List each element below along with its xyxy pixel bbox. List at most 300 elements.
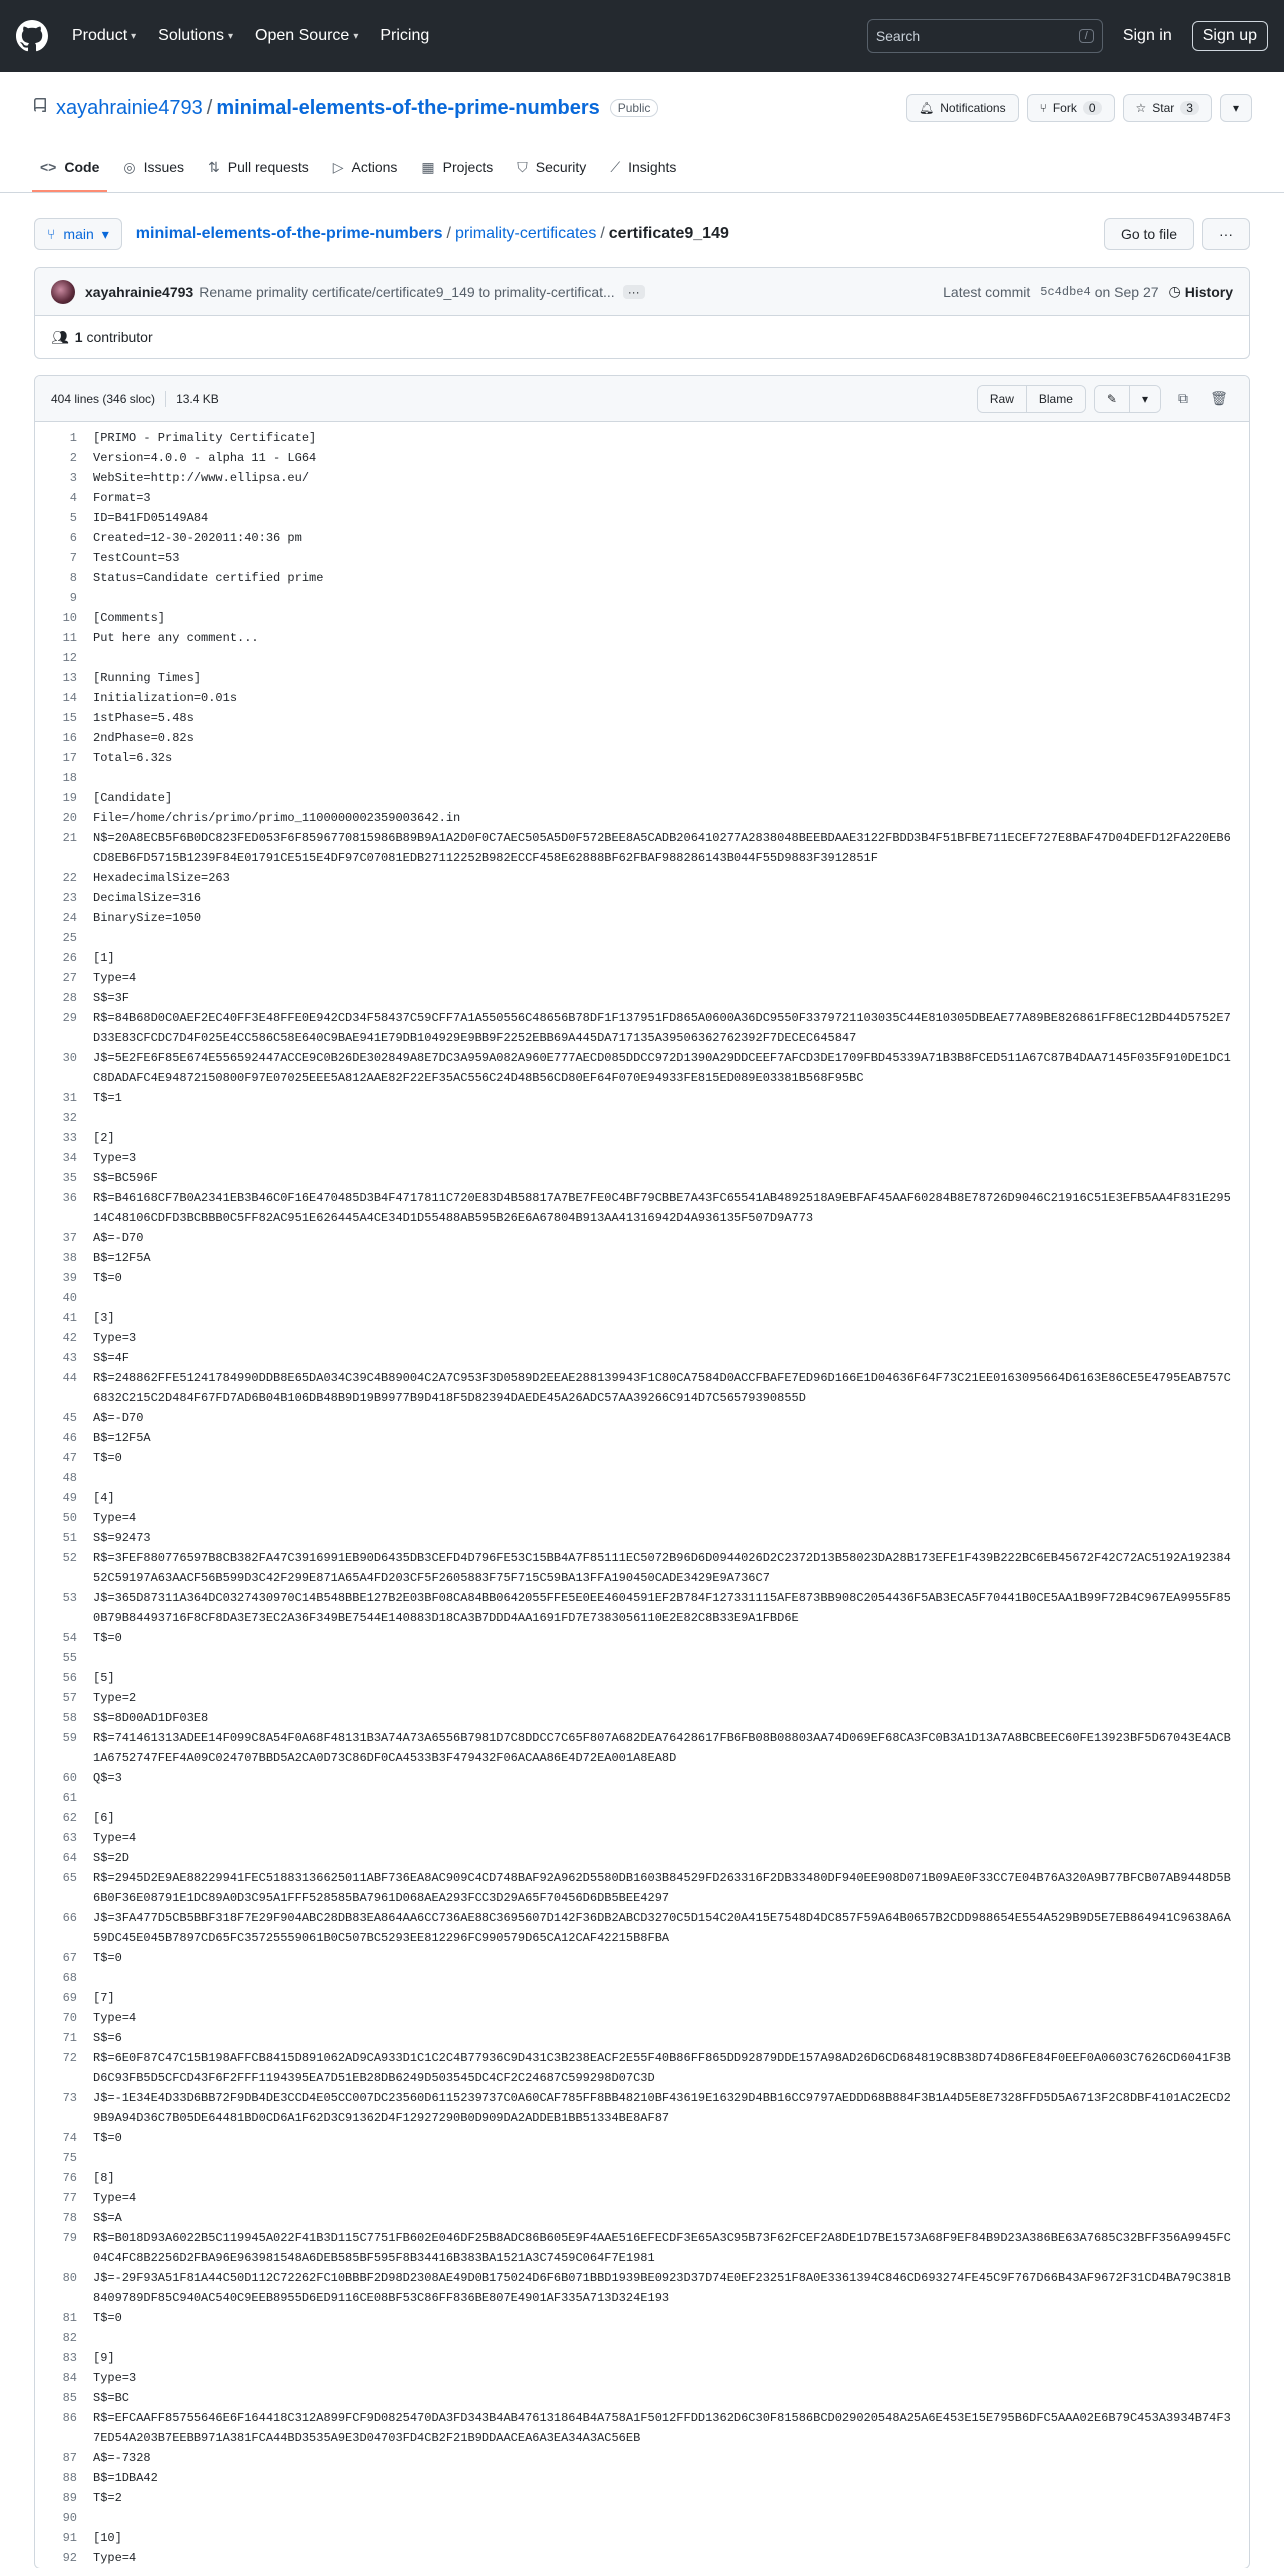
code-line: [35, 608, 1249, 628]
chevron-down-icon: ▾: [228, 30, 234, 42]
line-number[interactable]: 31: [62, 1091, 77, 1105]
actions-icon: ▷: [332, 158, 344, 175]
code-line: [35, 1328, 1249, 1348]
line-content: R$=3FEF880776597B8CB382FA47C3916991EB90D6435DB3CEFD4D796FE53C15BB4A7F85111EC5072B96D6D0944026D2C2372D13B58023DA28B173EFE1F439B222BC6EB45672F42C72AC5192A19238452C59197A63AACF56B599D3C42F299E871A65A4FD203CF5F2605883F75F715C59BA13FFA190450CADE3429E9A736C7: [93, 1551, 1231, 1585]
line-content: [93, 2508, 1249, 2528]
code-line: [35, 508, 1249, 528]
line-number[interactable]: 19: [62, 791, 77, 805]
line-content: T$=0: [93, 1451, 122, 1465]
code-line: [35, 1548, 1249, 1588]
pencil-icon[interactable]: ✎: [1095, 386, 1129, 412]
line-number[interactable]: 49: [62, 1491, 77, 1505]
line-content: Total=6.32s: [93, 751, 173, 765]
line-number[interactable]: 85: [62, 2391, 77, 2405]
line-number[interactable]: 71: [62, 2031, 77, 2045]
code-line: [35, 808, 1249, 828]
code-line: [35, 708, 1249, 728]
star-button[interactable]: ☆ Star 3: [1123, 94, 1212, 122]
code-line: [35, 748, 1249, 768]
line-number[interactable]: 78: [62, 2211, 77, 2225]
tab-actions[interactable]: ▷ Actions: [332, 158, 398, 175]
line-number[interactable]: 33: [62, 1131, 77, 1145]
line-number[interactable]: 17: [62, 751, 77, 765]
code-line: [35, 428, 1249, 448]
github-logo-icon[interactable]: [16, 20, 48, 52]
tab-code[interactable]: <> Code: [32, 144, 107, 192]
line-number[interactable]: 81: [62, 2311, 77, 2325]
line-number[interactable]: 18: [62, 771, 77, 785]
code-line: [35, 2308, 1249, 2328]
history-button[interactable]: ◷ History: [1168, 283, 1233, 300]
line-content: [93, 1108, 1249, 1128]
commit-expand-button[interactable]: ···: [623, 285, 645, 299]
code-line: [35, 568, 1249, 588]
code-line: [35, 768, 1249, 788]
line-number[interactable]: 59: [62, 1731, 77, 1745]
code-line: [35, 2128, 1249, 2148]
line-number[interactable]: 48: [62, 1471, 77, 1485]
line-content: HexadecimalSize=263: [93, 871, 230, 885]
code-line: [35, 1508, 1249, 1528]
code-line: [35, 2148, 1249, 2168]
line-number[interactable]: 82: [62, 2331, 77, 2345]
code-line: [35, 1668, 1249, 1688]
code-line: [35, 2228, 1249, 2268]
tab-insights[interactable]: ⟋ Insights: [610, 158, 677, 175]
main-nav: [72, 27, 429, 45]
line-content: T$=0: [93, 1271, 122, 1285]
line-content: Type=3: [93, 1331, 137, 1345]
line-content: [93, 928, 1249, 948]
code-line: [35, 1348, 1249, 1368]
line-number[interactable]: 69: [62, 1991, 77, 2005]
line-number[interactable]: 1: [69, 431, 77, 445]
line-content: [3]: [93, 1311, 115, 1325]
line-number[interactable]: 53: [62, 1591, 77, 1605]
code-line: [35, 2348, 1249, 2368]
line-content: BinarySize=1050: [93, 911, 202, 925]
line-content: ID=B41FD05149A84: [93, 511, 209, 525]
line-content: File=/home/chris/primo/primo_1100000002359003642.in: [93, 811, 461, 825]
code-line: [35, 2388, 1249, 2408]
line-content: [7]: [93, 1991, 115, 2005]
line-number[interactable]: 80: [62, 2271, 77, 2285]
line-number[interactable]: 50: [62, 1511, 77, 1525]
line-content: Put here any comment...: [93, 631, 259, 645]
code-line: [35, 2048, 1249, 2088]
line-content: 2ndPhase=0.82s: [93, 731, 194, 745]
line-number[interactable]: 83: [62, 2351, 77, 2365]
line-number[interactable]: 27: [62, 971, 77, 985]
star-count: 3: [1180, 101, 1199, 115]
line-number[interactable]: 5: [69, 511, 77, 525]
line-number[interactable]: 42: [62, 1331, 77, 1345]
line-content: Status=Candidate certified prime: [93, 571, 324, 585]
line-content: R$=B018D93A6022B5C119945A022F41B3D115C7751FB602E046DF25B8ADC86B605E9F4AAE516EFECDF3E65A3C95B73F62FCEF2A8DE1D7BE1573A68F9EF84B9D23A386BE63A7685C32BFF356A9945FC04C4FC8B2256D2FBA96E963981548A6DEB585BF595F8B34416B383BA1521A3C7459C064F7E1981: [93, 2231, 1231, 2265]
breadcrumb-file: certificate9_149: [608, 225, 729, 242]
line-number[interactable]: 39: [62, 1271, 77, 1285]
visibility-badge: Public: [610, 99, 659, 117]
repo-owner-link[interactable]: xayahrainie4793: [56, 96, 203, 119]
line-number[interactable]: 8: [69, 571, 77, 585]
line-number[interactable]: 56: [62, 1671, 77, 1685]
code-line: [35, 1408, 1249, 1428]
line-number[interactable]: 28: [62, 991, 77, 1005]
line-content: [93, 588, 1249, 608]
line-content: J$=3FA477D5CB5BBF318F7E29F904ABC28DB83EA864AA6CC736AE88C3695607D142F36DB2ABCD3270C5D154C20A415E7548D4DC857F59A64B0657B2CDD988654E554A529B9D5E7EB864941C9638A6A59DC45E045B7897CD65FC35725559061B0C507BC5293EE812296FC990579D65CA12CAF42215B8FBA: [93, 1911, 1231, 1945]
code-line: [35, 2508, 1249, 2528]
file-view: [0, 193, 1284, 2568]
line-content: [93, 768, 1249, 788]
line-number[interactable]: 84: [62, 2371, 77, 2385]
code-line: [35, 1168, 1249, 1188]
line-number[interactable]: 43: [62, 1351, 77, 1365]
breadcrumb-repo[interactable]: minimal-elements-of-the-prime-numbers: [135, 225, 443, 242]
line-number[interactable]: 40: [62, 1291, 77, 1305]
line-number[interactable]: 10: [62, 611, 77, 625]
trash-icon[interactable]: 🗑︎: [1210, 390, 1228, 406]
line-number[interactable]: 76: [62, 2171, 77, 2185]
line-content: Q$=3: [93, 1771, 122, 1785]
line-content: Type=4: [93, 2011, 137, 2025]
tab-security[interactable]: ⛉ Security: [517, 158, 587, 175]
line-content: [Candidate]: [93, 791, 173, 805]
code-line: [35, 688, 1249, 708]
line-number[interactable]: 63: [62, 1831, 77, 1845]
line-number[interactable]: 32: [62, 1111, 77, 1125]
nav-solutions[interactable]: Solutions ▾: [158, 27, 234, 44]
line-content: S$=BC596F: [93, 1171, 158, 1185]
code-line: [35, 1968, 1249, 1988]
line-number[interactable]: 13: [62, 671, 77, 685]
code-line: [35, 668, 1249, 688]
line-content: R$=248862FFE51241784990DDB8E65DA034C39C4B89004C2A7C953F3D0589D2EEAE288139943F1C80CA7584D0ACCFBAFE7ED96D166E1D04636F64F73C21EE0163095664D6163E86CE5E4795EAB757C6832C215C2D484F67FD7AD6B04B106DB48B9D19B9977B9D418F5D82394DAEDE45A26ADC57AA39266C914D7C56579390855D: [93, 1371, 1231, 1405]
code-line: [35, 488, 1249, 508]
line-number[interactable]: 9: [69, 591, 77, 605]
code-line: [35, 2528, 1249, 2548]
code-line: [35, 1868, 1249, 1908]
branch-selector[interactable]: ⑂ main ▾: [34, 218, 122, 250]
go-to-file-button[interactable]: Go to file: [1104, 218, 1194, 250]
nav-product[interactable]: Product ▾: [72, 27, 137, 44]
line-number[interactable]: 77: [62, 2191, 77, 2205]
line-number[interactable]: 11: [62, 631, 77, 645]
bell-icon: 🔔︎: [919, 101, 935, 115]
repo-tabs: [32, 144, 1252, 192]
line-number[interactable]: 90: [62, 2511, 77, 2525]
line-number[interactable]: 3: [69, 471, 77, 485]
repo-icon: [32, 98, 48, 119]
code-line: [35, 548, 1249, 568]
commit-sha[interactable]: 5c4dbe4: [1040, 284, 1091, 299]
line-content: S$=3F: [93, 991, 130, 1005]
line-content: B$=12F5A: [93, 1251, 151, 1265]
code-line: [35, 1188, 1249, 1228]
file-lines-info: 404 lines (346 sloc): [51, 391, 156, 406]
line-content: [93, 1648, 1249, 1668]
code-line: [35, 1688, 1249, 1708]
line-number[interactable]: 79: [62, 2231, 77, 2245]
chevron-down-icon: ▾: [353, 30, 359, 42]
line-number[interactable]: 7: [69, 551, 77, 565]
line-content: A$=-D70: [93, 1231, 144, 1245]
line-number[interactable]: 4: [69, 491, 77, 505]
code-line: [35, 1048, 1249, 1088]
line-number[interactable]: 38: [62, 1251, 77, 1265]
code-line: [35, 908, 1249, 928]
line-number[interactable]: 52: [62, 1551, 77, 1565]
line-content: A$=-D70: [93, 1411, 144, 1425]
branch-icon: ⑂: [47, 226, 56, 242]
code-line: [35, 1708, 1249, 1728]
commit-box: [34, 267, 1250, 359]
line-number[interactable]: 64: [62, 1851, 77, 1865]
star-dropdown-button[interactable]: [1220, 94, 1252, 122]
code-line: [35, 2328, 1249, 2348]
line-number[interactable]: 54: [62, 1631, 77, 1645]
line-number[interactable]: 22: [62, 871, 77, 885]
line-number[interactable]: 60: [62, 1771, 77, 1785]
line-content: J$=-29F93A51F81A44C50D112C72262FC10BBBF2D98D2308AE49D0B175024D6F6B071BBD1939BE0923D37D74E0EF23251F8A0E3361394C846CD693274FE45C9F767D66B43AF9672F31CD4BA79C381B8409789DF85C940AC540C9EEB8955D6ED9116CE08BF53C86FF836BE807E4901AF335A713D324E193: [93, 2271, 1231, 2305]
line-content: J$=-1E34E4D33D6BB72F9DB4DE3CCD4E05CC007DC23560D6115239737C0A60CAF785FF8BB48210BF43619E16329D4BB16CC9797AEDDD68B884F3B1A4D5E8E7328FFD5D5A6713F2C8DBF4101AC2ECD29B9A94D36C7B05DE64481BD0CD6A1F62D3C91362D4F12927290B0D909DA2ADDEB1BB51334BE8AF87: [93, 2091, 1231, 2125]
code-line: [35, 648, 1249, 668]
line-number[interactable]: 2: [69, 451, 77, 465]
line-number[interactable]: 67: [62, 1951, 77, 1965]
line-number[interactable]: 65: [62, 1871, 77, 1885]
code-line: [35, 528, 1249, 548]
line-number[interactable]: 25: [62, 931, 77, 945]
code-line: [35, 1008, 1249, 1048]
line-content: S$=2D: [93, 1851, 130, 1865]
commit-author[interactable]: xayahrainie4793: [85, 283, 194, 300]
line-number[interactable]: 62: [62, 1811, 77, 1825]
code-line: [35, 448, 1249, 468]
repo-header: [0, 72, 1284, 193]
code-line: [35, 868, 1249, 888]
search-shortcut-key: /: [1079, 29, 1094, 43]
code-line: [35, 1728, 1249, 1768]
chevron-down-icon: ▾: [131, 30, 137, 42]
breadcrumb-dir[interactable]: primality-certificates: [454, 225, 597, 242]
code-line: [35, 1908, 1249, 1948]
notifications-button[interactable]: 🔔︎ Notifications: [906, 94, 1019, 122]
line-number[interactable]: 61: [62, 1791, 77, 1805]
code-line: [35, 2368, 1249, 2388]
line-number[interactable]: 88: [62, 2471, 77, 2485]
line-content: [93, 1968, 1249, 1988]
line-number[interactable]: 75: [62, 2151, 77, 2165]
commit-message[interactable]: Rename primality certificate/certificate9_149 to primality-certificat...: [199, 283, 615, 300]
code-line: [35, 1808, 1249, 1828]
projects-icon: ▦: [421, 158, 435, 175]
code-line: [35, 2088, 1249, 2128]
line-number[interactable]: 14: [62, 691, 77, 705]
more-options-button[interactable]: ···: [1202, 218, 1250, 250]
file-content-box: [34, 375, 1250, 2568]
line-content: Type=2: [93, 1691, 137, 1705]
graph-icon: ⟋: [610, 158, 621, 175]
nav-open-source[interactable]: Open Source ▾: [255, 27, 359, 44]
line-content: Created=12-30-202011:40:36 pm: [93, 531, 302, 545]
copy-icon[interactable]: ⧉: [1178, 390, 1188, 406]
code-line: [35, 1588, 1249, 1628]
line-number[interactable]: 41: [62, 1311, 77, 1325]
line-content: [9]: [93, 2351, 115, 2365]
line-number[interactable]: 20: [62, 811, 77, 825]
line-number[interactable]: 92: [62, 2551, 77, 2565]
code-line: [35, 888, 1249, 908]
line-content: A$=-7328: [93, 2451, 151, 2465]
line-content: S$=BC: [93, 2391, 130, 2405]
line-number[interactable]: 91: [62, 2531, 77, 2545]
code-line: [35, 468, 1249, 488]
line-number[interactable]: 87: [62, 2451, 77, 2465]
line-number[interactable]: 24: [62, 911, 77, 925]
blame-button[interactable]: Blame: [1026, 386, 1085, 412]
code-line: [35, 2468, 1249, 2488]
code-line: [35, 1648, 1249, 1668]
line-number[interactable]: 44: [62, 1371, 77, 1385]
tab-pull-requests[interactable]: ⇅ Pull requests: [208, 158, 309, 175]
line-number[interactable]: 45: [62, 1411, 77, 1425]
line-content: Type=3: [93, 1151, 137, 1165]
repo-path-separator: /: [206, 96, 213, 119]
chevron-down-icon[interactable]: ▾: [1129, 386, 1160, 412]
line-content: [5]: [93, 1671, 115, 1685]
line-content: T$=0: [93, 1951, 122, 1965]
line-content: T$=1: [93, 1091, 122, 1105]
line-number[interactable]: 47: [62, 1451, 77, 1465]
line-number[interactable]: 34: [62, 1151, 77, 1165]
line-number[interactable]: 12: [62, 651, 77, 665]
line-content: T$=0: [93, 2311, 122, 2325]
line-number[interactable]: 72: [62, 2051, 77, 2065]
line-content: 1stPhase=5.48s: [93, 711, 194, 725]
code-line: [35, 2488, 1249, 2508]
code-line: [35, 1848, 1249, 1868]
people-icon: 👥︎: [51, 328, 69, 345]
star-icon: ☆: [1135, 101, 1147, 115]
line-content: [Running Times]: [93, 671, 202, 685]
line-content: WebSite=http://www.ellipsa.eu/: [93, 471, 310, 485]
line-content: [PRIMO - Primality Certificate]: [93, 431, 317, 445]
sign-in-link[interactable]: Sign in: [1122, 27, 1172, 44]
line-number[interactable]: 15: [62, 711, 77, 725]
code-line: [35, 1128, 1249, 1148]
line-number[interactable]: 6: [69, 531, 77, 545]
line-number[interactable]: 66: [62, 1911, 77, 1925]
line-content: T$=0: [93, 1631, 122, 1645]
raw-blame-group: [977, 385, 1086, 413]
avatar[interactable]: [51, 280, 75, 304]
line-number[interactable]: 37: [62, 1231, 77, 1245]
fork-count: 0: [1083, 101, 1102, 115]
line-number[interactable]: 70: [62, 2011, 77, 2025]
line-content: S$=92473: [93, 1531, 151, 1545]
fork-button[interactable]: ⑂ Fork 0: [1027, 94, 1115, 122]
line-content: N$=20A8ECB5F6B0DC823FED053F6F8596770815986B89B9A1A2D0F0C7AEC505A5D0F572BEE8A5CADB206410277A2838048BEEBDAAE3122FBDD3B4F51BFBE711ECEF727E8BAF47D04DEFD12FA220EB6CD8EB6FD5715B1239F84E01791CE515E4DF97C07081EDB27112252B982ECCF458E62888BF62FBAF988286143B044F55D9883F3912851F: [93, 831, 1231, 865]
line-content: DecimalSize=316: [93, 891, 202, 905]
chevron-down-icon: ▾: [101, 225, 109, 242]
line-content: [4]: [93, 1491, 115, 1505]
repo-name-link[interactable]: minimal-elements-of-the-prime-numbers: [216, 96, 600, 119]
code-line: [35, 2548, 1249, 2568]
line-number[interactable]: 26: [62, 951, 77, 965]
tab-issues[interactable]: ◎ Issues: [123, 158, 185, 175]
line-number[interactable]: 58: [62, 1711, 77, 1725]
line-content: R$=84B68D0C0AEF2EC40FF3E48FFE0E942CD34F58437C59CFF7A1A550556C48656B78DF1F137951FD865A0600A36DC9550F3379721103035C44E810305DBEAE77A89BE826861FF8EC12BD44D5752E7D33E83CFCDC7D4F025E4CC586C58E640C9BAE941E79DB104929E9BB9F2252EBB69A445DA717135A39506362762392F7DECEC645847: [93, 1011, 1231, 1045]
code-line: [35, 1088, 1249, 1108]
line-content: [93, 1288, 1249, 1308]
line-number[interactable]: 57: [62, 1691, 77, 1705]
line-number[interactable]: 51: [62, 1531, 77, 1545]
tab-projects[interactable]: ▦ Projects: [421, 158, 494, 175]
code-line: [35, 1988, 1249, 2008]
line-number[interactable]: 55: [62, 1651, 77, 1665]
line-number[interactable]: 74: [62, 2131, 77, 2145]
line-content: J$=5E2FE6F85E674E556592447ACCE9C0B26DE302849A8E7DC3A959A082A960E777AECD085DDCC972D1390A29DDCEEF7AFCD3DE1709FBD45339A71B3B8FCED511A67C87B4DAA7145F035F910DE1DC1C8DADAFC4E94872150800F97E07025EEE5A812AAE82F22EF35AC556C24D48B56CD80EF64F070E94933FE815ED089E03381B568F95BC: [93, 1051, 1231, 1085]
code-icon: <>: [40, 159, 57, 175]
line-number[interactable]: 16: [62, 731, 77, 745]
line-content: S$=4F: [93, 1351, 130, 1365]
line-content: Type=4: [93, 971, 137, 985]
line-number[interactable]: 23: [62, 891, 77, 905]
code-line: [35, 2008, 1249, 2028]
sign-up-button[interactable]: Sign up: [1192, 21, 1268, 51]
code-line: [35, 1468, 1249, 1488]
search-placeholder: Search: [875, 28, 921, 44]
line-content: R$=2945D2E9AE88229941FEC51883136625011ABF736EA8AC909C4CD748BAF92A962D5580DB1603B84529FD263316F2DB33480DF940EE908D071B09AE0F33CC7E04B76A320A9B77BFCB07AB9448D5B6B0F36E08791E1DC89A0D3C95A1FFF528585BA7961D068AEA293FCC3D29A65F70456D6DB5BEE4297: [93, 1871, 1231, 1905]
edit-group: [1094, 385, 1161, 413]
line-number[interactable]: 36: [62, 1191, 77, 1205]
nav-pricing[interactable]: Pricing: [380, 27, 430, 44]
search-input[interactable]: [867, 19, 1103, 53]
line-number[interactable]: 29: [62, 1011, 77, 1025]
line-content: S$=6: [93, 2031, 122, 2045]
code-line: [35, 1308, 1249, 1328]
line-number[interactable]: 73: [62, 2091, 77, 2105]
line-number[interactable]: 68: [62, 1971, 77, 1985]
line-number[interactable]: 35: [62, 1171, 77, 1185]
line-number[interactable]: 89: [62, 2491, 77, 2505]
code-line: [35, 1828, 1249, 1848]
code-line: [35, 2188, 1249, 2208]
contributors-link[interactable]: 1 contributor: [74, 329, 153, 345]
file-size: 13.4 KB: [176, 391, 219, 406]
code-line: [35, 2028, 1249, 2048]
line-number[interactable]: 46: [62, 1431, 77, 1445]
line-content: Version=4.0.0 - alpha 11 - LG64: [93, 451, 317, 465]
line-content: R$=6E0F87C47C15B198AFFCB8415D891062AD9CA933D1C1C2C4B77936C9D431C3B238EACF2E55F40B86FF865DD92879DDE157A98AD26D6CD684819C8B38D74D86FE84F0EEF0A0603C7626CD6041F3BD6C93FB5D5CFCD43F6F2FFF1194395EA7D51EB28DB6249D503545DC4CF2C24687C599298D07C3D: [93, 2051, 1231, 2085]
line-content: T$=0: [93, 2131, 122, 2145]
pull-request-icon: ⇅: [208, 158, 220, 175]
line-number[interactable]: 21: [62, 831, 77, 845]
line-content: Type=4: [93, 2191, 137, 2205]
line-content: S$=8D00AD1DF03E8: [93, 1711, 209, 1725]
breadcrumb: minimal-elements-of-the-prime-numbers / primality-certificates / certificate9_149: [135, 225, 729, 242]
raw-button[interactable]: Raw: [978, 386, 1026, 412]
chevron-down-icon: ▾: [1232, 101, 1239, 115]
code-line: [35, 1788, 1249, 1808]
code-line: [35, 2408, 1249, 2448]
line-number[interactable]: 86: [62, 2411, 77, 2425]
line-number[interactable]: 30: [62, 1051, 77, 1065]
code-line: [35, 728, 1249, 748]
code-line: [35, 1768, 1249, 1788]
code-line: [35, 988, 1249, 1008]
line-content: [8]: [93, 2171, 115, 2185]
code-line: [35, 1448, 1249, 1468]
